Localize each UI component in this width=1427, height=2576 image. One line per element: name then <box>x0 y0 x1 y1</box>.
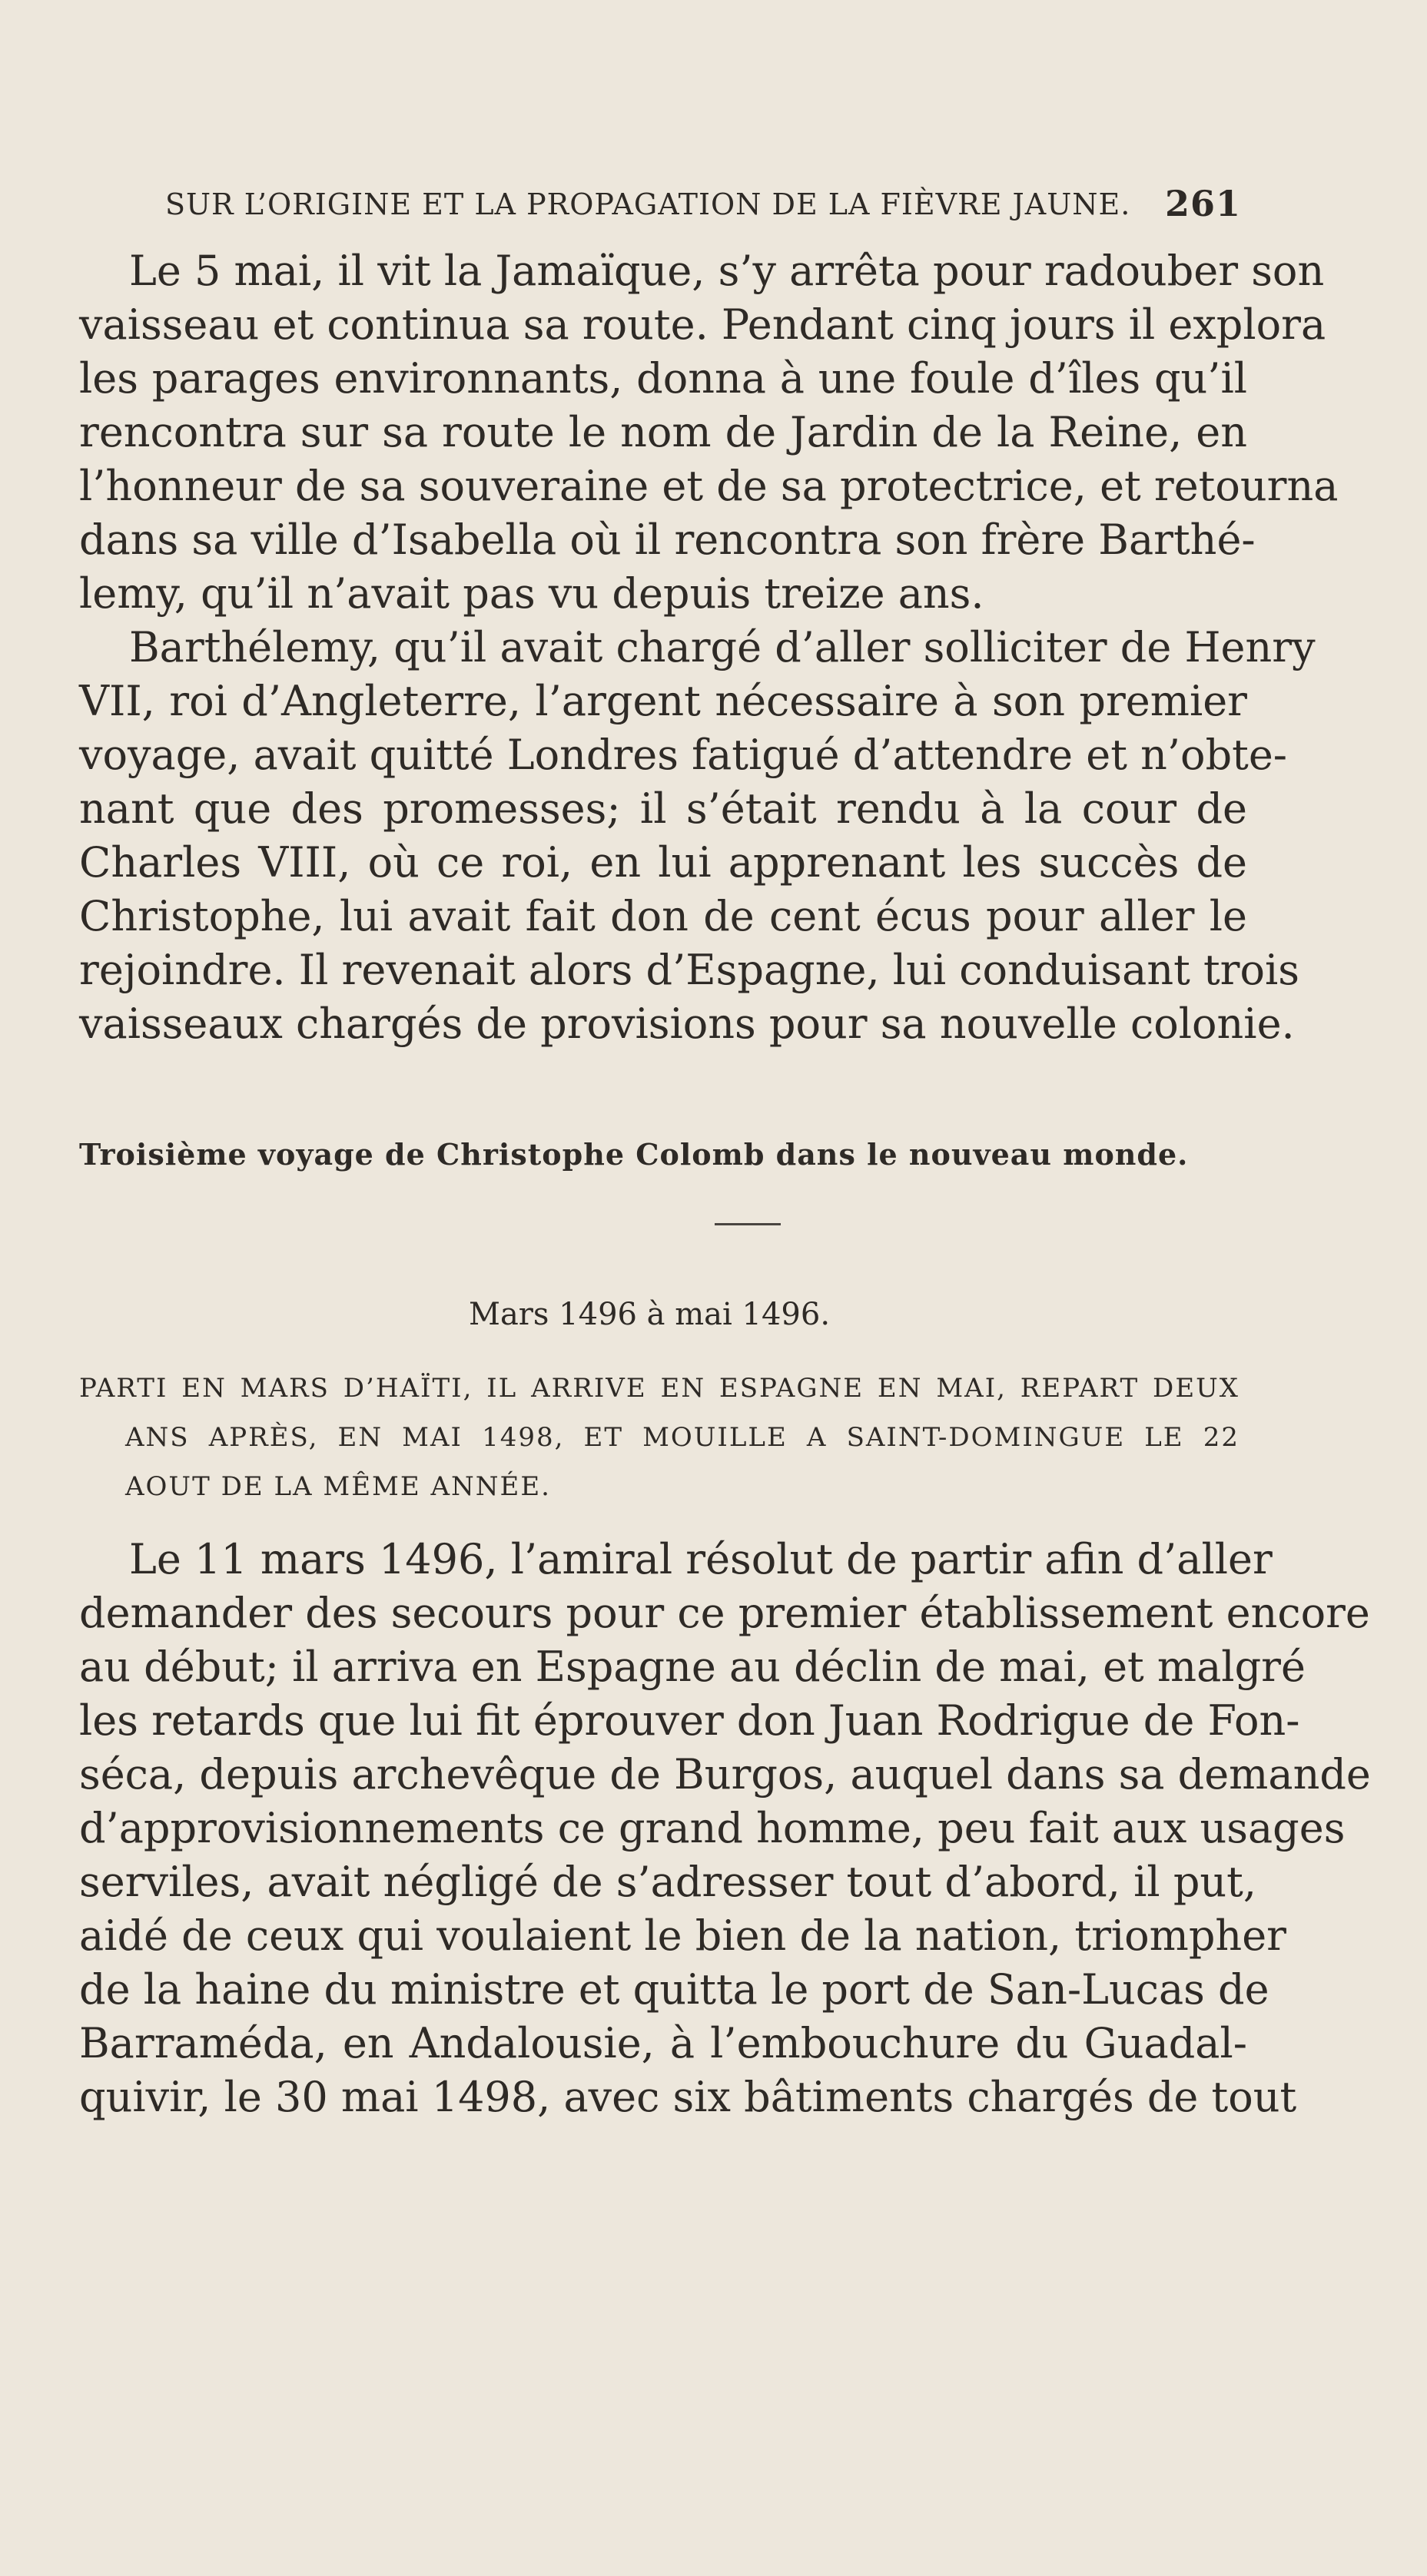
text-line: Le 11 mars 1496, l’amiral résolut de partir afin d’aller <box>129 1535 1273 1583</box>
section-divider <box>715 1223 781 1225</box>
text-line: vaisseaux chargés de provisions pour sa nouvelle colonie. <box>79 1000 1295 1048</box>
date-subheading: Mars 1496 à mai 1496. <box>469 1297 831 1332</box>
text-line: d’approvisionnements ce grand homme, peu fait aux usages <box>79 1804 1346 1852</box>
text-line: Barthélemy, qu’il avait chargé d’aller solliciter de Henry <box>129 623 1316 671</box>
page-header <box>165 183 1241 237</box>
text-line: l’honneur de sa souveraine et de sa protectrice, et retourna <box>79 462 1339 510</box>
text-line: de la haine du ministre et quitta le port de San-Lucas de <box>79 1965 1269 2014</box>
text-line: quivir, le 30 mai 1498, avec six bâtiments chargés de tout <box>79 2073 1297 2121</box>
text-line: dans sa ville d’Isabella où il rencontra son frère Barthé- <box>79 516 1256 564</box>
chapter-summary <box>79 1364 1239 1511</box>
summary-line: AOUT DE LA MÊME ANNÉE. <box>125 1471 551 1502</box>
text-line: demander des secours pour ce premier établissement encore <box>79 1589 1370 1637</box>
running-title: SUR L’ORIGINE ET LA PROPAGATION DE LA FIÈVRE JAUNE. <box>165 187 1131 221</box>
text-line: les parages environnants, donna à une foule d’îles qu’il <box>79 354 1247 403</box>
text-line: aidé de ceux qui voulaient le bien de la nation, triompher <box>79 1911 1286 1960</box>
text-line: Le 5 mai, il vit la Jamaïque, s’y arrêta pour radouber son <box>129 247 1325 295</box>
text-line: séca, depuis archevêque de Burgos, auquel dans sa demande <box>79 1750 1371 1799</box>
text-line: au début; il arriva en Espagne au déclin de mai, et malgré <box>79 1643 1306 1691</box>
text-line: nant que des promesses; il s’était rendu à la cour de <box>79 784 1247 833</box>
text-line: lemy, qu’il n’avait pas vu depuis treize ans. <box>79 569 984 618</box>
page-number: 261 <box>1164 183 1241 224</box>
summary-line: PARTI EN MARS D’HAÏTI, IL ARRIVE EN ESPAGNE EN MAI, REPART DEUX <box>79 1373 1239 1404</box>
paragraph-march-1496 <box>79 1533 1371 2124</box>
text-line: serviles, avait négligé de s’adresser tout d’abord, il put, <box>79 1858 1257 1906</box>
text-line: Christophe, lui avait fait don de cent écus pour aller le <box>79 892 1247 940</box>
text-line: rejoindre. Il revenait alors d’Espagne, lui conduisant trois <box>79 946 1299 994</box>
text-line: Barraméda, en Andalousie, à l’embouchure du Guadal- <box>79 2019 1247 2067</box>
summary-line: ANS APRÈS, EN MAI 1498, ET MOUILLE A SAINT-DOMINGUE LE 22 <box>125 1422 1239 1453</box>
paragraph-barthelemy <box>79 621 1316 1051</box>
text-line: VII, roi d’Angleterre, l’argent nécessaire à son premier <box>79 677 1247 725</box>
text-line: rencontra sur sa route le nom de Jardin de la Reine, en <box>79 408 1247 456</box>
section-heading: Troisième voyage de Christophe Colomb dans le nouveau monde. <box>79 1137 1189 1172</box>
text-line: vaisseau et continua sa route. Pendant cinq jours il explora <box>79 300 1326 349</box>
text-line: Charles VIII, où ce roi, en lui apprenant les succès de <box>79 838 1247 887</box>
text-line: les retards que lui fit éprouver don Juan Rodrigue de Fon- <box>79 1696 1300 1745</box>
paragraph-may-jamaica <box>79 244 1339 621</box>
text-line: voyage, avait quitté Londres fatigué d’attendre et n’obte- <box>79 731 1288 779</box>
